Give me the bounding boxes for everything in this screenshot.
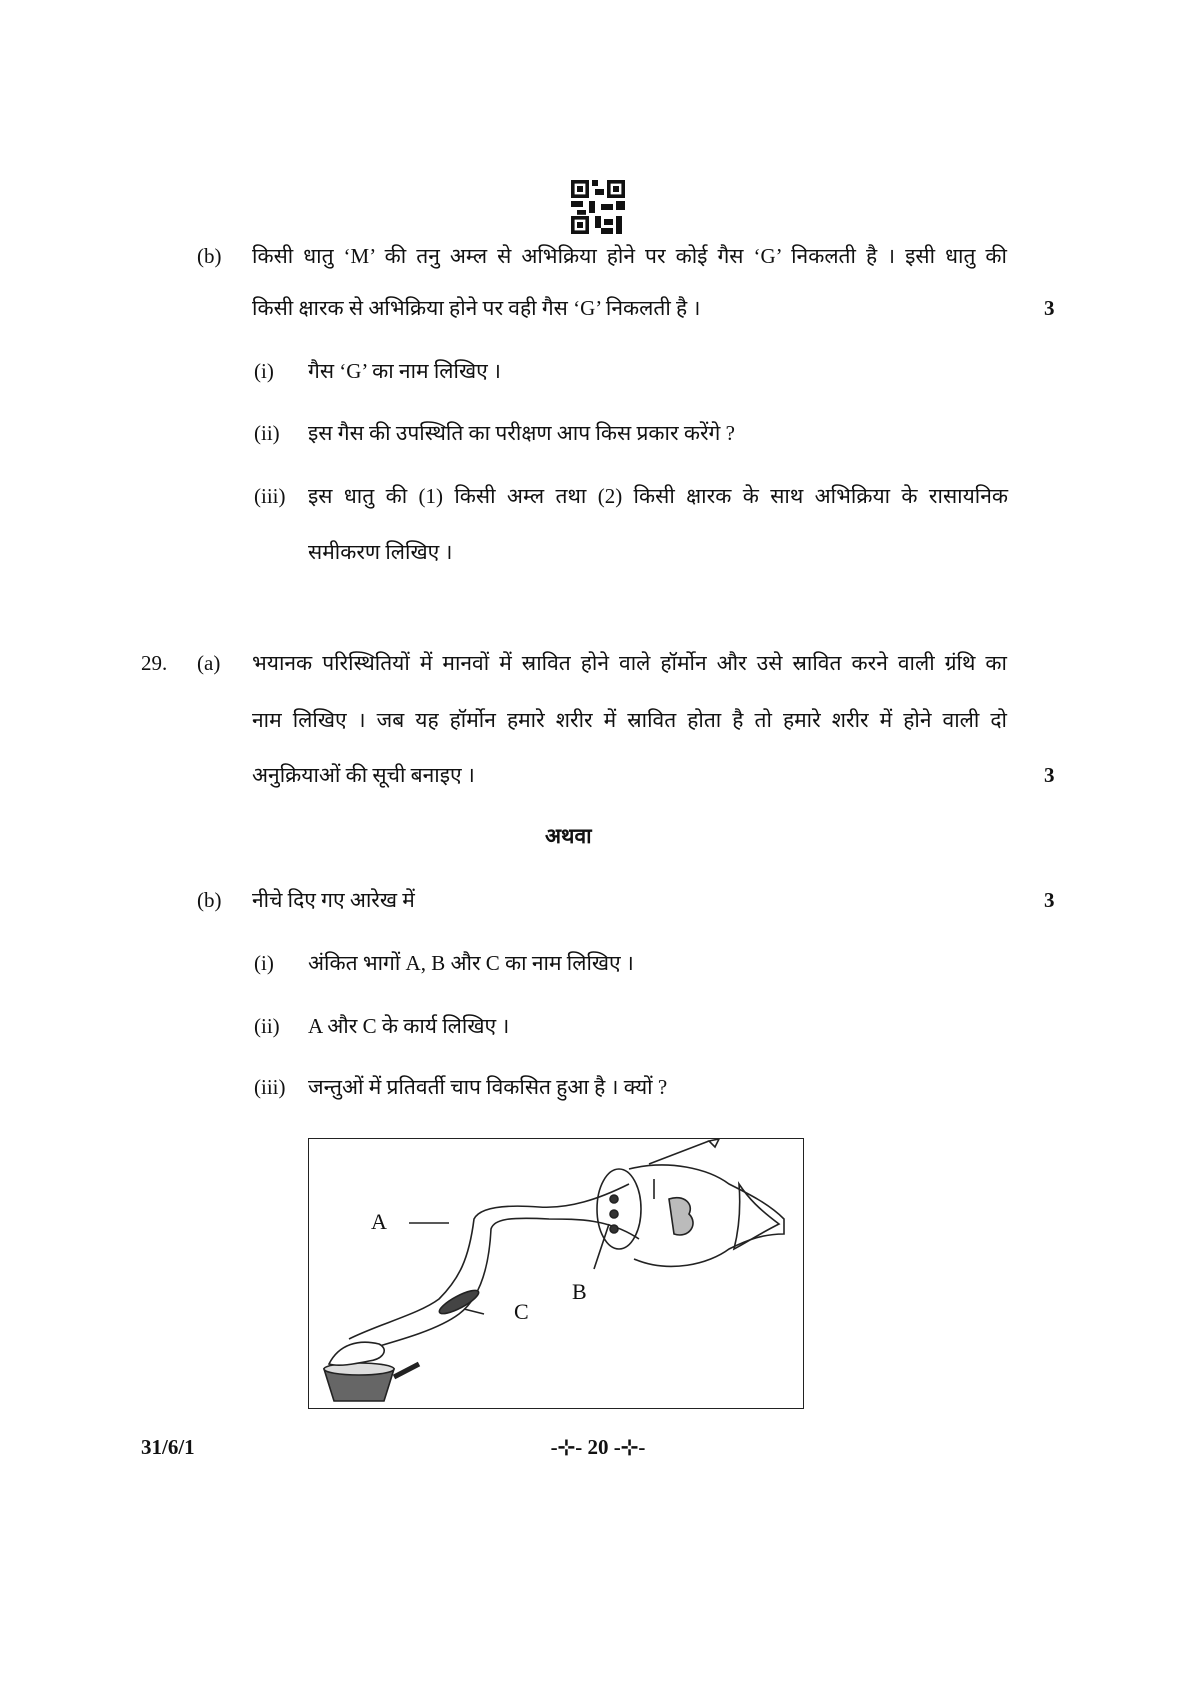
reflex-arc-drawing [309, 1139, 802, 1407]
ornament-right-icon: -⊹- [613, 1435, 646, 1459]
q28b-part-label: (iii) [254, 484, 286, 508]
q29b-part-text: जन्तुओं में प्रतिवर्ती चाप विकसित हुआ है । क्यों ? [308, 1075, 668, 1099]
q29b-part-label: (ii) [254, 1014, 280, 1038]
q28b-part-label: (ii) [254, 421, 280, 445]
q28b-text-line1: किसी धातु ‘M’ की तनु अम्ल से अभिक्रिया होने पर कोई गैस ‘G’ निकलती है । इसी धातु की [252, 244, 1007, 268]
page-number [538, 1434, 658, 1460]
q28b-label: (b) [197, 244, 222, 268]
q29a-line3: अनुक्रियाओं की सूची बनाइए । [252, 763, 475, 787]
diagram-label-a: A [371, 1209, 387, 1234]
q29b-part-label: (i) [254, 951, 274, 975]
q29b-part-text: अंकित भागों A, B और C का नाम लिखिए । [308, 951, 634, 975]
q29a-marks: 3 [1044, 763, 1055, 787]
q29a-label: (a) [197, 651, 221, 675]
page-number-text: 20 [587, 1435, 609, 1459]
diagram-label-c: C [514, 1299, 529, 1324]
diagram-label-b: B [572, 1279, 587, 1304]
q29b-marks: 3 [1044, 888, 1055, 912]
paper-code: 31/6/1 [141, 1435, 195, 1459]
q29b-part-text: A और C के कार्य लिखिए । [308, 1014, 510, 1038]
q28b-part-label: (i) [254, 359, 274, 383]
q28b-part-text: गैस ‘G’ का नाम लिखिए । [308, 359, 501, 383]
q29-number: 29. [141, 651, 168, 675]
q28b-marks: 3 [1044, 296, 1055, 320]
q29b-label: (b) [197, 888, 222, 912]
ornament-left-icon: -⊹- [550, 1435, 583, 1459]
q29a-line1: भयानक परिस्थितियों में मानवों में स्रावित होने वाले हॉर्मोन और उसे स्रावित करने वाली ग्रंथि का [252, 651, 1007, 675]
qr-code [571, 180, 625, 234]
q28b-part-text: इस धातु की (1) किसी अम्ल तथा (2) किसी क्षारक के साथ अभिक्रिया के रासायनिक [308, 484, 1008, 508]
or-heading: अथवा [545, 824, 592, 848]
q29b-part-label: (iii) [254, 1075, 286, 1099]
q28b-part-text: इस गैस की उपस्थिति का परीक्षण आप किस प्रकार करेंगे ? [308, 421, 735, 445]
q29b-text: नीचे दिए गए आरेख में [252, 888, 415, 912]
reflex-arc-diagram [308, 1138, 804, 1409]
q29a-line2: नाम लिखिए । जब यह हॉर्मोन हमारे शरीर में स्रावित होता है तो हमारे शरीर में होने वाली दो [252, 708, 1007, 732]
q28b-text-line2: किसी क्षारक से अभिक्रिया होने पर वही गैस ‘G’ निकलती है । [252, 296, 701, 320]
q28b-part-text-cont: समीकरण लिखिए । [308, 540, 453, 564]
